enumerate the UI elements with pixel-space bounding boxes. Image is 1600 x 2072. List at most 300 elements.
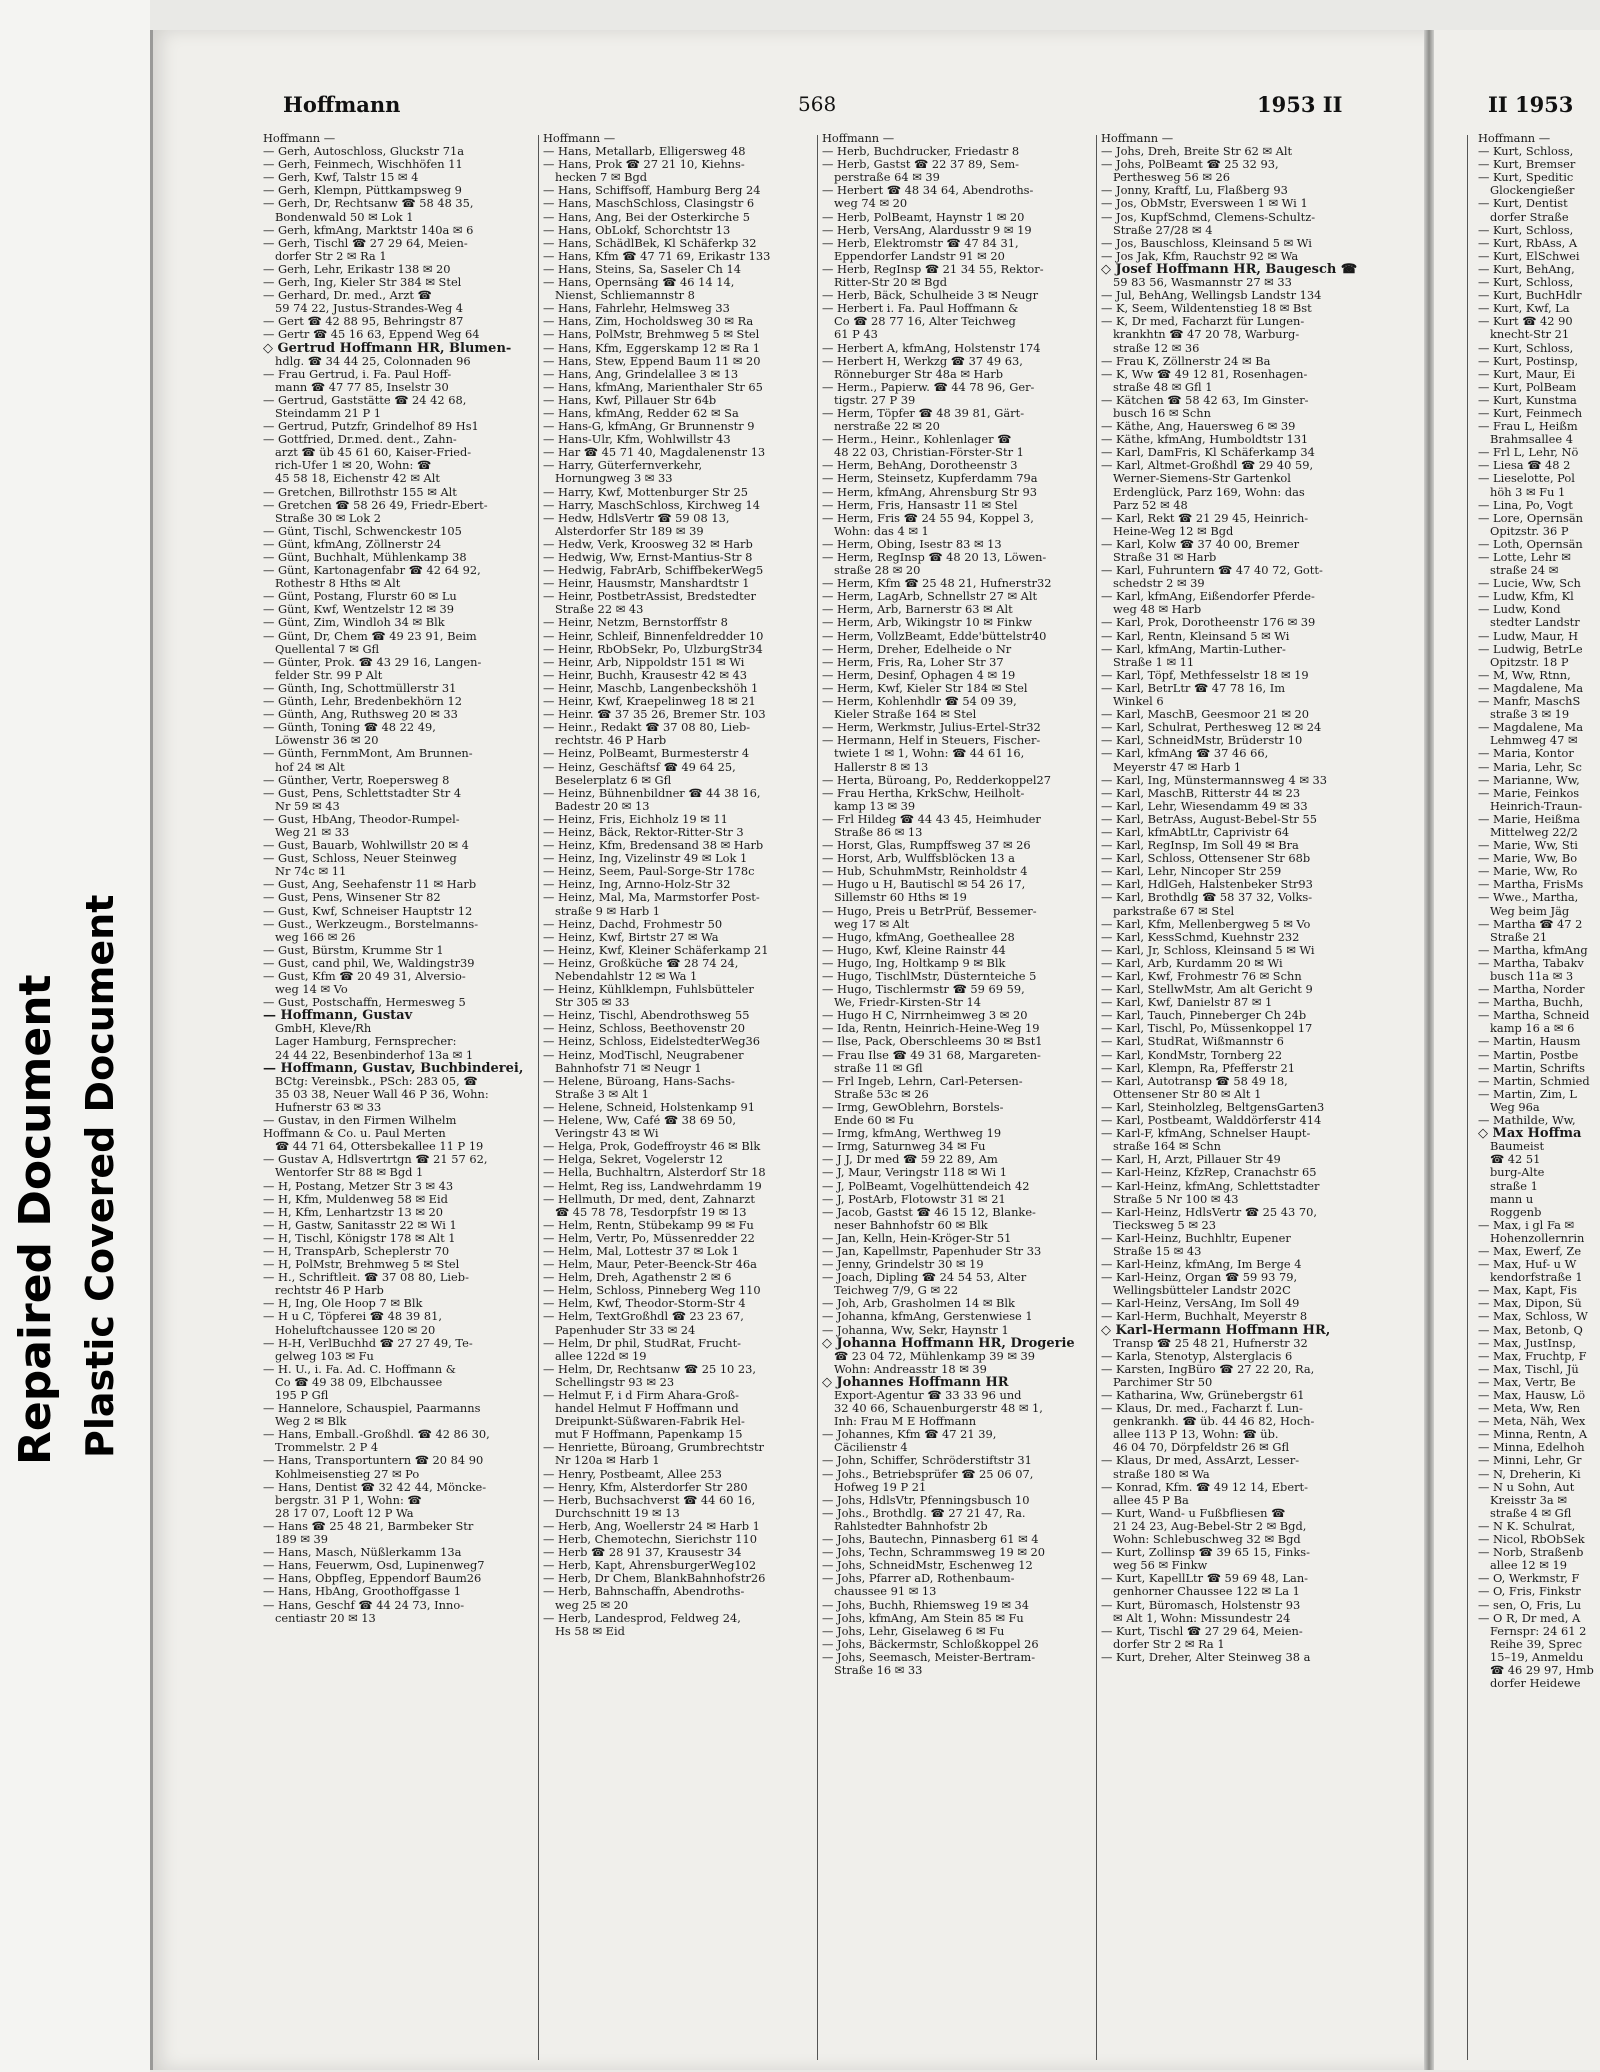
directory-entry-line: — Karl, Rentn, Kleinsand 5 ✉ Wi <box>1101 629 1290 643</box>
directory-entry-line: hdlg. ☎ 34 44 25, Colonnaden 96 <box>275 354 471 368</box>
directory-column-1 <box>263 132 523 1625</box>
directory-entry-line: Ottensener Str 80 ✉ Alt 1 <box>1113 1087 1262 1101</box>
directory-entry-line: tigstr. 27 P 39 <box>834 393 916 407</box>
directory-entry-line: Co ☎ 49 38 09, Elbchaussee <box>275 1375 443 1389</box>
directory-entry-line: Heinrich-Traun- <box>1490 799 1583 813</box>
directory-entry-line: — Hans, Fahrlehr, Helmsweg 33 <box>543 302 730 316</box>
directory-entry-line: — Max, Ewerf, Ze <box>1478 1244 1582 1258</box>
directory-entry-line: — H., Schriftleit. ☎ 37 08 80, Lieb- <box>263 1271 469 1285</box>
directory-entry-line: — Karl-Herm, Buchhalt, Meyerstr 8 <box>1101 1310 1308 1324</box>
directory-entry-line: — Gerh, Autoschloss, Gluckstr 71a <box>263 145 464 159</box>
directory-entry-line: — Hugo H C, Nirrnheimweg 3 ✉ 20 <box>822 1009 1028 1023</box>
directory-entry-line: Straße 5 Nr 100 ✉ 43 <box>1113 1192 1239 1206</box>
directory-entry-line: mann ☎ 47 77 85, Inselstr 30 <box>275 380 449 394</box>
directory-entry-line: — Karl, Lehr, Wiesendamm 49 ✉ 33 <box>1101 799 1308 813</box>
directory-entry-line: Straße 30 ✉ Lok 2 <box>275 511 382 525</box>
directory-entry-line: Str 305 ✉ 33 <box>555 996 630 1010</box>
directory-entry-line: Sillemstr 60 Hths ✉ 19 <box>834 891 967 905</box>
directory-entry-line: Rahlstedter Bahnhofstr 2b <box>834 1519 988 1533</box>
directory-entry-line: allee 122d ✉ 19 <box>555 1349 647 1363</box>
directory-entry-line: — Heinr, Netzm, Bernstorffstr 8 <box>543 616 728 630</box>
directory-entry-line: — Kurt, Büromasch, Holstenstr 93 <box>1101 1598 1301 1612</box>
column-rule <box>1096 135 1097 2060</box>
directory-entry-line: — Günt, kfmAng, Zöllnerstr 24 <box>263 537 442 551</box>
directory-entry-line: — Hugo, Ing, Holtkamp 9 ✉ Blk <box>822 956 1006 970</box>
directory-entry-line: weg 48 ✉ Harb <box>1113 603 1202 617</box>
directory-entry-line: — H-H, VerlBuchhd ☎ 27 27 49, Te- <box>263 1336 473 1350</box>
directory-entry-line: ◇ Gertrud Hoffmann HR, Blumen- <box>263 341 512 355</box>
directory-entry-line: — Helm, Rentn, Stübekamp 99 ✉ Fu <box>543 1218 754 1232</box>
directory-entry-line: — Hans, HbAng, Groothoffgasse 1 <box>263 1585 461 1599</box>
directory-entry-line: kamp 13 ✉ 39 <box>834 799 916 813</box>
directory-entry-line: — Herb, Bäck, Schulheide 3 ✉ Neugr <box>822 289 1039 303</box>
directory-entry-line: — Hans, Kfm, Eggerskamp 12 ✉ Ra 1 <box>543 341 761 355</box>
directory-entry-line: — Günth, Ang, Ruthsweg 20 ✉ 33 <box>263 708 458 722</box>
directory-entry-line: — Kurt, Feinmech <box>1478 406 1583 420</box>
directory-entry-line: — Heinr., Redakt ☎ 37 08 80, Lieb- <box>543 721 751 735</box>
directory-entry-line: — Herm., Papierw. ☎ 44 78 96, Ger- <box>822 380 1035 394</box>
directory-entry-line: — Heinr. ☎ 37 35 26, Bremer Str. 103 <box>543 708 766 722</box>
directory-entry-line: — Heinz, Ing, Arnno-Holz-Str 32 <box>543 878 731 892</box>
directory-entry-line: — Herb, Landesprod, Feldweg 24, <box>543 1611 741 1625</box>
directory-entry-line: — Karl, Postbeamt, Walddörferstr 414 <box>1101 1114 1322 1128</box>
directory-entry-line: — H, Gastw, Sanitasstr 22 ✉ Wi 1 <box>263 1218 457 1232</box>
directory-entry-line: — Lucie, Ww, Sch <box>1478 577 1581 591</box>
directory-entry-line: — Johs, HdlsVtr, Pfenningsbusch 10 <box>822 1493 1030 1507</box>
directory-entry-line: — Karl, Arb, Kurdamm 20 ✉ Wi <box>1101 956 1283 970</box>
directory-entry-line: straße 12 ✉ 36 <box>1113 341 1200 355</box>
directory-entry-line: — Helene, Büroang, Hans-Sachs- <box>543 1074 735 1088</box>
directory-entry-line: weg 56 ✉ Finkw <box>1113 1559 1208 1573</box>
directory-entry-line: — Marie, Feinkos <box>1478 786 1580 800</box>
directory-entry-line: busch 11a ✉ 3 <box>1490 970 1574 983</box>
directory-entry-line: — Hans, Kfm ☎ 47 71 69, Erikastr 133 <box>543 249 771 263</box>
directory-entry-line: — Frl L, Lehr, Nö <box>1478 446 1579 460</box>
directory-entry-line: Ende 60 ✉ Fu <box>834 1114 914 1128</box>
plastic-covered-label: Plastic Covered Document <box>78 894 122 1458</box>
directory-entry-line: — Helm, Mal, Lottestr 37 ✉ Lok 1 <box>543 1244 739 1258</box>
directory-entry-line: — Johs., Betriebsprüfer ☎ 25 06 07, <box>822 1467 1034 1481</box>
directory-entry-line: ◇ Max Hoffma <box>1478 1127 1582 1141</box>
directory-entry-line: — Johs, SchneidMstr, Eschenweg 12 <box>822 1559 1033 1573</box>
directory-entry-line: — Helm, Kwf, Theodor-Storm-Str 4 <box>543 1297 746 1311</box>
directory-entry-line: — Hans, ObpfIeg, Eppendorf Baum26 <box>263 1572 482 1586</box>
directory-entry-line: — Johs, Dreh, Breite Str 62 ✉ Alt <box>1101 145 1293 159</box>
directory-entry-line: — Harry, Güterfernverkehr, <box>543 459 703 473</box>
directory-entry-line: — Günt, Zim, Windloh 34 ✉ Blk <box>263 616 445 630</box>
directory-entry-line: — Heinz, PolBeamt, Burmesterstr 4 <box>543 747 750 761</box>
directory-entry-line: Lehmweg 47 ✉ <box>1490 734 1578 748</box>
directory-entry-line: — Helm, Dr, Rechtsanw ☎ 25 10 23, <box>543 1362 757 1376</box>
directory-entry-line: Kohlmeisenstieg 27 ✉ Po <box>275 1467 420 1481</box>
directory-entry-line: — Ida, Rentn, Heinrich-Heine-Weg 19 <box>822 1022 1040 1036</box>
directory-entry-line: — Hugo, Kwf, Kleine Rainstr 44 <box>822 943 1006 957</box>
directory-entry-line: — O R, Dr med, A <box>1478 1611 1581 1625</box>
directory-entry-line: Rönneburger Str 48a ✉ Harb <box>834 367 1003 381</box>
directory-entry-line: — Gretchen, Billrothstr 155 ✉ Alt <box>263 485 457 499</box>
directory-entry-line: — Kurt, RbAss, A <box>1478 236 1578 250</box>
directory-entry-line: — Kurt, Dreher, Alter Steinweg 38 a <box>1101 1650 1311 1664</box>
directory-entry-line: — Johs, Buchh, Rhiemsweg 19 ✉ 34 <box>822 1598 1029 1612</box>
directory-entry-line: — Herm, Arb, Barnerstr 63 ✉ Alt <box>822 603 1013 617</box>
directory-entry-line: Glockengießer <box>1490 184 1575 198</box>
directory-entry-line: straße 24 ✉ <box>1490 564 1559 578</box>
directory-entry-line: — H, Tischl, Königstr 178 ✉ Alt 1 <box>263 1231 456 1245</box>
directory-entry-line: — Hans, Metallarb, Elligersweg 48 <box>543 145 746 159</box>
directory-entry-line: — Gertrud, Gaststätte ☎ 24 42 68, <box>263 393 467 407</box>
directory-entry-line: — Herb, Ang, Woellerstr 24 ✉ Harb 1 <box>543 1519 760 1533</box>
directory-entry-line: mann u <box>1490 1192 1534 1206</box>
directory-entry-line: 28 17 07, Looft 12 P Wa <box>275 1506 414 1520</box>
directory-entry-line: — Herm, Töpfer ☎ 48 39 81, Gärt- <box>822 406 1025 420</box>
directory-entry-line: — Herm, Fris, Hansastr 11 ✉ Stel <box>822 498 1018 512</box>
directory-entry-line: — Hellmuth, Dr med, dent, Zahnarzt <box>543 1192 755 1206</box>
directory-entry-line: — Hans-G, kfmAng, Gr Brunnenstr 9 <box>543 420 755 434</box>
directory-entry-line: — Katharina, Ww, Grünebergstr 61 <box>1101 1389 1305 1402</box>
directory-entry-line: — O, Fris, Finkstr <box>1478 1585 1581 1599</box>
directory-entry-line: — Helm, Schloss, Pinneberg Weg 110 <box>543 1284 761 1298</box>
directory-entry-line: dorfer Str 2 ✉ Ra 1 <box>1113 1637 1225 1651</box>
directory-entry-line: — Ludw, Maur, H <box>1478 629 1578 643</box>
directory-entry-line: BCtg: Vereinsbk., PSch: 283 05, ☎ <box>275 1074 478 1088</box>
directory-entry-line: — Heinz, Geschäftsf ☎ 49 64 25, <box>543 760 736 774</box>
directory-entry-line: — Irmg, GewOblehrn, Borstels- <box>822 1100 1004 1114</box>
directory-entry-line: — J, Maur, Veringstr 118 ✉ Wi 1 <box>822 1166 1008 1180</box>
directory-entry-line: — H, Ing, Ole Hoop 7 ✉ Blk <box>263 1297 423 1311</box>
directory-entry-line: — Hannelore, Schauspiel, Paarmanns <box>263 1402 481 1416</box>
directory-entry-line: Durchschnitt 19 ✉ 13 <box>555 1506 680 1520</box>
directory-entry-line: 35 03 38, Neuer Wall 46 P 36, Wohn: <box>275 1087 489 1101</box>
directory-entry-line: ☎ 45 78 78, Tesdorpfstr 19 ✉ 13 <box>555 1205 747 1219</box>
directory-entry-line: ☎ 42 51 <box>1490 1153 1541 1167</box>
directory-entry-line: — Hans, Zim, Hocholdsweg 30 ✉ Ra <box>543 315 754 329</box>
directory-entry-line: — Herb, VersAng, Alardusstr 9 ✉ 19 <box>822 223 1032 237</box>
directory-entry-line: — Herb, PolBeamt, Haynstr 1 ✉ 20 <box>822 210 1025 224</box>
directory-entry-line: — Jos, Bauschloss, Kleinsand 5 ✉ Wi <box>1101 236 1312 250</box>
directory-entry-line: — Horst, Arb, Wulffsblöcken 13 a <box>822 852 1015 866</box>
directory-entry-line: — Kurt, BehAng, <box>1478 262 1575 276</box>
directory-entry-line: Bahnhofstr 71 ✉ Neugr 1 <box>555 1061 702 1075</box>
directory-entry-line: Löwenstr 36 ✉ 20 <box>275 734 379 748</box>
directory-entry-line: Alsterdorfer Str 189 ✉ 39 <box>555 524 704 538</box>
directory-entry-line: Nienst, Schliemannstr 8 <box>555 289 695 303</box>
directory-entry-line: — Gerh, Feinmech, Wischhöfen 11 <box>263 158 463 172</box>
directory-entry-line: Co ☎ 28 77 16, Alter Teichweg <box>834 315 1016 329</box>
directory-entry-line: — Martha, Buchh, <box>1478 996 1584 1010</box>
column-rule <box>1467 135 1468 2060</box>
directory-entry-line: — Karl, Rekt ☎ 21 29 45, Heinrich- <box>1101 511 1309 525</box>
directory-entry-line: — Herta, Büroang, Po, Redderkoppel27 <box>822 773 1052 787</box>
directory-entry-line: — Herm, Desinf, Ophagen 4 ✉ 19 <box>822 668 1016 682</box>
directory-entry-line: — Karl, HdlGeh, Halstenbeker Str93 <box>1101 878 1313 892</box>
directory-entry-line: — Hedwig, FabrArb, SchiffbekerWeg5 <box>543 564 764 578</box>
directory-entry-line: — Karl, Lehr, Nincoper Str 259 <box>1101 865 1282 879</box>
directory-entry-line: — Martin, Schrifts <box>1478 1061 1585 1075</box>
directory-entry-line: weg 166 ✉ 26 <box>275 930 356 944</box>
directory-entry-line: dorfer Heidewe <box>1490 1677 1581 1691</box>
directory-entry-line: Nr 120a ✉ Harb 1 <box>555 1454 660 1468</box>
directory-entry-line: felder Str. 99 P Alt <box>275 668 383 682</box>
directory-entry-line: Tiecksweg 5 ✉ 23 <box>1113 1218 1217 1232</box>
running-head-name: Hoffmann <box>283 92 401 117</box>
directory-entry-line: — Karl, SchneidMstr, Brüderstr 10 <box>1101 734 1303 748</box>
directory-entry-line: dorfer Str 2 ✉ Ra 1 <box>275 249 387 263</box>
directory-entry-line: Reihe 39, Sprec <box>1490 1637 1583 1651</box>
directory-entry-line: Hohenzollernrin <box>1490 1231 1585 1245</box>
directory-column-3 <box>822 132 1082 1677</box>
directory-entry-line: — Karl-Heinz, KfzRep, Cranachstr 65 <box>1101 1166 1317 1180</box>
directory-entry-line: — Kurt, Postinsp, <box>1478 354 1579 368</box>
directory-entry-line: Hoheluftchaussee 120 ✉ 20 <box>275 1323 436 1337</box>
directory-entry-line: — H, Kfm, Lenhartzstr 13 ✉ 20 <box>263 1205 444 1219</box>
directory-entry-line: arzt ☎ üb 45 61 60, Kaiser-Fried- <box>275 446 472 460</box>
directory-entry-line: — Herbert ☎ 48 34 64, Abendroths- <box>822 184 1034 198</box>
directory-entry-line: — Kurt, Kwf, La <box>1478 302 1570 316</box>
directory-entry-line: — Hugo, Preis u BetrPrüf, Bessemer- <box>822 904 1037 918</box>
directory-entry-line: parkstraße 67 ✉ Stel <box>1113 904 1235 918</box>
directory-entry-line: Veringstr 43 ✉ Wi <box>555 1127 659 1141</box>
directory-entry-line: — Heinz, Bühnenbildner ☎ 44 38 16, <box>543 786 761 800</box>
directory-entry-line: — Kurt, Zollinsp ☎ 39 65 15, Finks- <box>1101 1546 1310 1560</box>
column-rule <box>817 135 818 2060</box>
directory-entry-line: — Frau Ilse ☎ 49 31 68, Margareten- <box>822 1048 1041 1062</box>
directory-entry-line: handel Helmut F Hoffmann und <box>555 1402 739 1416</box>
directory-entry-line: Hoffmann — <box>822 132 895 145</box>
directory-entry-line: Trommelstr. 2 P 4 <box>275 1441 379 1455</box>
directory-entry-line: — N, Dreherin, Ki <box>1478 1467 1581 1481</box>
directory-entry-line: — Hans, Transportuntern ☎ 20 84 90 <box>263 1454 484 1468</box>
directory-entry-line: — Hugo, Tischlermstr ☎ 59 69 59, <box>822 983 1025 997</box>
directory-entry-line: — Helm, Dreh, Agathenstr 2 ✉ 6 <box>543 1271 732 1285</box>
directory-entry-line: — Gust, Bauarb, Wohlwillstr 20 ✉ 4 <box>263 839 469 853</box>
directory-entry-line: — Hugo, kfmAng, Goetheallee 28 <box>822 930 1015 944</box>
directory-entry-line: — Heinz, Kühlklempn, Fuhlsbütteler <box>543 983 754 997</box>
directory-entry-line: — Günt, Kwf, Wentzelstr 12 ✉ 39 <box>263 603 454 617</box>
directory-entry-line: — Jan, Kapellmstr, Papenhuder Str 33 <box>822 1244 1042 1258</box>
directory-entry-line: — Karl, Kwf, Danielstr 87 ✉ 1 <box>1101 996 1273 1010</box>
directory-entry-line: — Jacob, Gastst ☎ 46 15 12, Blanke- <box>822 1205 1036 1219</box>
directory-entry-line: — J, PostArb, Flotowstr 31 ✉ 21 <box>822 1192 1006 1206</box>
directory-entry-line: Winkel 6 <box>1113 695 1164 709</box>
directory-entry-line: — Karl, Tauch, Pinneberger Ch 24b <box>1101 1009 1307 1023</box>
directory-entry-line: — Kurt, Dentist <box>1478 197 1568 211</box>
directory-entry-line: — Gerh, Dr, Rechtsanw ☎ 58 48 35, <box>263 197 474 211</box>
directory-entry-line: — Helene, Schneid, Holstenkamp 91 <box>543 1100 755 1114</box>
directory-entry-line: — Karl, Steinholzleg, BeltgensGarten3 <box>1101 1100 1325 1114</box>
directory-entry-line: — Gerh, Kwf, Talstr 15 ✉ 4 <box>263 171 419 185</box>
directory-entry-line: — Hedwig, Ww, Ernst-Mantius-Str 8 <box>543 551 753 564</box>
directory-entry-line: Heine-Weg 12 ✉ Bgd <box>1113 524 1234 538</box>
directory-entry-line: Lager Hamburg, Fernsprecher: <box>275 1035 457 1049</box>
directory-entry-line: — Karl, Töpf, Methfesselstr 18 ✉ 19 <box>1101 668 1309 682</box>
directory-entry-line: — Kurt, Schloss, <box>1478 145 1574 159</box>
directory-entry-line: 46 04 70, Dörpfeldstr 26 ✉ Gfl <box>1113 1441 1290 1455</box>
directory-entry-line: — Joh, Arb, Grasholmen 14 ✉ Blk <box>822 1297 1015 1311</box>
directory-entry-line: — Maria, Lehr, Sc <box>1478 760 1582 774</box>
directory-entry-line: — Kurt ☎ 42 90 <box>1478 315 1573 329</box>
directory-entry-line: — Heinz, Seem, Paul-Sorge-Str 178c <box>543 865 755 879</box>
directory-entry-line: — Herm., Heinr., Kohlenlager ☎ <box>822 433 1012 447</box>
directory-entry-line: — Minna, Edelhoh <box>1478 1441 1585 1455</box>
directory-entry-line: — Karl, Kwf, Frohmestr 76 ✉ Schn <box>1101 970 1302 983</box>
directory-entry-line: allee 12 ✉ 19 <box>1490 1559 1567 1573</box>
directory-entry-line: Baumeist <box>1490 1140 1545 1154</box>
directory-entry-line: — Kurt, Bremser <box>1478 158 1576 172</box>
directory-entry-line: — H. U., i. Fa. Ad. C. Hoffmann & <box>263 1362 456 1376</box>
directory-entry-line: — Karsten, IngBüro ☎ 27 22 20, Ra, <box>1101 1362 1315 1376</box>
directory-entry-line: — Herm, LagArb, Schnellstr 27 ✉ Alt <box>822 590 1038 604</box>
directory-entry-line: Werner-Siemens-Str Gartenkol <box>1113 472 1291 486</box>
directory-entry-line: — Karl, Klempn, Ra, Pfefferstr 21 <box>1101 1061 1295 1075</box>
directory-entry-line: Schellingstr 93 ✉ 23 <box>555 1375 675 1389</box>
directory-entry-line: Nr 74c ✉ 11 <box>275 865 347 879</box>
directory-entry-line: Ritter-Str 20 ✉ Bgd <box>834 276 948 290</box>
directory-entry-line: — Marie, Heißma <box>1478 812 1581 826</box>
directory-entry-line: — Herb, Buchsachverst ☎ 44 60 16, <box>543 1493 756 1507</box>
directory-entry-line: ☎ 44 71 64, Ottersbekallee 11 P 19 <box>275 1140 484 1154</box>
directory-entry-line: rich-Ufer 1 ✉ 20, Wohn: ☎ <box>275 459 432 473</box>
directory-entry-line: — Magdalene, Ma <box>1478 721 1583 735</box>
directory-entry-line: Export-Agentur ☎ 33 33 96 und <box>834 1389 1022 1402</box>
directory-entry-line: busch 16 ✉ Schn <box>1113 406 1211 420</box>
directory-entry-line: — Heinr, Buchh, Krausestr 42 ✉ 43 <box>543 668 748 682</box>
directory-entry-line: — Karl-Heinz, kfmAng, Im Berge 4 <box>1101 1258 1302 1272</box>
directory-entry-line: — Herm, Fris, Ra, Loher Str 37 <box>822 655 1004 669</box>
directory-entry-line: — Max, Dipon, Sü <box>1478 1297 1582 1311</box>
directory-entry-line: — Martha, Schneid <box>1478 1009 1590 1023</box>
adjacent-page-column <box>1478 132 1598 1690</box>
directory-entry-line: — Johs, Pfarrer aD, Rothenbaum- <box>822 1572 1015 1586</box>
directory-entry-line: — Heinz, ModTischl, Neugrabener <box>543 1048 744 1062</box>
directory-entry-line: Nr 59 ✉ 43 <box>275 799 340 813</box>
directory-entry-line: — Hella, Buchhaltrn, Alsterdorf Str 18 <box>543 1166 766 1180</box>
directory-entry-line: — Lina, Po, Vogt <box>1478 498 1573 512</box>
directory-entry-line: — Heinr, Kwf, Kraepelinweg 18 ✉ 21 <box>543 695 756 709</box>
directory-entry-line: — Frl Ingeb, Lehrn, Carl-Petersen- <box>822 1074 1023 1088</box>
directory-entry-line: — H, Kfm, Muldenweg 58 ✉ Eid <box>263 1192 448 1206</box>
directory-entry-line: centiastr 20 ✉ 13 <box>275 1611 376 1625</box>
directory-entry-line: genhorner Chaussee 122 ✉ La 1 <box>1113 1585 1300 1599</box>
directory-entry-line: — Minna, Rentn, A <box>1478 1428 1588 1442</box>
directory-entry-line: Straße 86 ✉ 13 <box>834 825 923 839</box>
directory-column-2 <box>543 132 803 1638</box>
directory-entry-line: — Heinz, Bäck, Rektor-Ritter-Str 3 <box>543 825 744 839</box>
directory-entry-line: — Gust, HbAng, Theodor-Rumpel- <box>263 812 460 826</box>
directory-entry-line: Straße 22 ✉ 43 <box>555 603 644 617</box>
directory-entry-line: — Hans, Kwf, Pillauer Str 64b <box>543 393 717 407</box>
directory-entry-line: — Harry, Kwf, Mottenburger Str 25 <box>543 485 748 499</box>
directory-entry-line: Roggenb <box>1490 1205 1542 1219</box>
directory-entry-line: — Horst, Glas, Rumpffsweg 37 ✉ 26 <box>822 839 1031 853</box>
directory-entry-line: Straße 21 <box>1490 930 1548 944</box>
directory-entry-line: — Hans, Masch, Nüßlerkamm 13a <box>263 1546 462 1560</box>
directory-entry-line: — Käthe, Ang, Hauersweg 6 ✉ 39 <box>1101 420 1296 434</box>
directory-entry-line: — Meta, Ww, Ren <box>1478 1402 1581 1416</box>
directory-entry-line: Weg 21 ✉ 33 <box>275 825 350 839</box>
directory-entry-line: Fernspr: 24 61 2 <box>1490 1624 1587 1638</box>
directory-entry-line: weg 17 ✉ Alt <box>834 917 910 931</box>
directory-entry-line: — Gerh, Ing, Kieler Str 384 ✉ Stel <box>263 276 462 290</box>
directory-entry-line: — Kurt, Speditic <box>1478 171 1574 185</box>
directory-entry-line: — Helm, TextGroßhdl ☎ 23 23 67, <box>543 1310 744 1324</box>
directory-entry-line: Weg 96a <box>1490 1100 1540 1114</box>
directory-entry-line: — Gertrud, Putzfr, Grindelhof 89 Hs1 <box>263 420 479 434</box>
directory-entry-line: Hoffmann — <box>263 132 336 145</box>
directory-entry-line: — Henry, Kfm, Alsterdorfer Str 280 <box>543 1480 748 1494</box>
directory-entry-line: — Jul, BehAng, Wellingsb Landstr 134 <box>1101 289 1322 303</box>
directory-entry-line: — Hans, Dentist ☎ 32 42 44, Möncke- <box>263 1480 487 1494</box>
directory-entry-line: — Max, Tischl, Jü <box>1478 1362 1579 1376</box>
directory-entry-line: — Johannes, Kfm ☎ 47 21 39, <box>822 1428 997 1442</box>
directory-entry-line: — Hans, Ang, Bei der Osterkirche 5 <box>543 210 750 224</box>
directory-entry-line: — Karl-Heinz, Buchhltr, Eupener <box>1101 1231 1291 1245</box>
directory-entry-line: — Karl, Ing, Münstermannsweg 4 ✉ 33 <box>1101 773 1327 787</box>
directory-entry-line: — Kurt, Kunstma <box>1478 393 1577 407</box>
directory-entry-line: — Herm, Kohlenhdlr ☎ 54 09 39, <box>822 695 1017 709</box>
directory-entry-line: Wohn: Schlebuschweg 32 ✉ Bgd <box>1113 1533 1301 1547</box>
directory-entry-line: — H u C, Töpferei ☎ 48 39 81, <box>263 1310 442 1324</box>
directory-entry-line: — Hoffmann, Gustav <box>263 1009 413 1023</box>
directory-entry-line: — Hans, kfmAng, Marienthaler Str 65 <box>543 380 763 394</box>
directory-entry-line: rechtstr 46 P Harb <box>275 1284 384 1298</box>
directory-entry-line: straße 11 ✉ Gfl <box>834 1061 923 1075</box>
directory-entry-line: — Hans, Emball.-Großhdl. ☎ 42 86 30, <box>263 1428 490 1442</box>
directory-entry-line: — Hans, Prok ☎ 27 21 10, Kiehns- <box>543 158 745 172</box>
directory-entry-line: — Karl, kfmAng, Eißendorfer Pferde- <box>1101 590 1315 604</box>
adjacent-running-head: II 1953 <box>1488 92 1574 117</box>
directory-entry-line: — Max, Fruchtp, F <box>1478 1349 1587 1363</box>
directory-entry-line: straße 180 ✉ Wa <box>1113 1467 1210 1481</box>
directory-entry-line: — Günth, Lehr, Bredenbekhörn 12 <box>263 695 462 709</box>
directory-entry-line: Straße 1 ✉ 11 <box>1113 655 1195 669</box>
directory-entry-line: dorfer Straße <box>1490 210 1569 224</box>
directory-entry-line: — Johs, Bäckermstr, Schloßkoppel 26 <box>822 1637 1039 1651</box>
directory-entry-line: — Helga, Prok, Godeffroystr 46 ✉ Blk <box>543 1140 761 1154</box>
directory-entry-line: — Hans, Opernsäng ☎ 46 14 14, <box>543 276 735 290</box>
directory-entry-line: — Johs, Bautechn, Pinnasberg 61 ✉ 4 <box>822 1533 1039 1547</box>
directory-entry-line: Cäcilienstr 4 <box>834 1441 908 1455</box>
directory-entry-line: krankhtn ☎ 47 20 78, Warburg- <box>1113 328 1300 342</box>
directory-entry-line: kendorfstraße 1 <box>1490 1271 1583 1285</box>
directory-entry-line: — H, PolMstr, Brehmweg 5 ✉ Stel <box>263 1258 460 1272</box>
directory-entry-line: — Lotte, Lehr ✉ <box>1478 551 1571 564</box>
directory-entry-line: — Karl, StellwMstr, Am alt Gericht 9 <box>1101 983 1313 997</box>
directory-entry-line: nerstraße 22 ✉ 20 <box>834 420 940 434</box>
directory-entry-line: — Herm, Obing, Isestr 83 ✉ 13 <box>822 537 1002 551</box>
directory-entry-line: — Frau L, Heißm <box>1478 420 1578 434</box>
directory-entry-line: Hoffmann & Co. u. Paul Merten <box>263 1127 446 1141</box>
directory-entry-line: — Herb, Chemotechn, Sierichstr 110 <box>543 1533 757 1547</box>
directory-entry-line: weg 25 ✉ 20 <box>555 1598 629 1612</box>
directory-entry-line: — Gertr ☎ 45 16 63, Eppend Weg 64 <box>263 328 480 342</box>
directory-entry-line: — Gust, Ang, Seehafenstr 11 ✉ Harb <box>263 878 477 892</box>
directory-entry-line: — Helga, Sekret, Vogelerstr 12 <box>543 1153 723 1167</box>
directory-entry-line: — Meta, Näh, Wex <box>1478 1415 1586 1429</box>
directory-entry-line: — sen, O, Fris, Lu <box>1478 1598 1582 1612</box>
directory-entry-line: — Karl-Heinz, VersAng, Im Soll 49 <box>1101 1297 1300 1311</box>
directory-entry-line: — Karl, Kolw ☎ 37 40 00, Bremer <box>1101 537 1300 551</box>
directory-entry-line: — Hans, Steins, Sa, Saseler Ch 14 <box>543 262 741 276</box>
directory-entry-line: — Karl, MaschB, Geesmoor 21 ✉ 20 <box>1101 708 1310 722</box>
directory-entry-line: — Herm, Steinsetz, Kupferdamm 79a <box>822 472 1038 486</box>
directory-entry-line: — Max, i gl Fa ✉ <box>1478 1218 1575 1232</box>
directory-entry-line: — Henriette, Büroang, Grumbrechtstr <box>543 1441 764 1455</box>
directory-entry-line: — O, Werkmstr, F <box>1478 1572 1580 1586</box>
directory-entry-line: Opitzstr. 36 P <box>1490 524 1569 538</box>
directory-entry-line: — Kurt, ElSchwei <box>1478 249 1580 263</box>
directory-entry-line: straße 48 ✉ Gfl 1 <box>1113 380 1213 394</box>
directory-entry-line: allee 45 P Ba <box>1113 1493 1189 1507</box>
